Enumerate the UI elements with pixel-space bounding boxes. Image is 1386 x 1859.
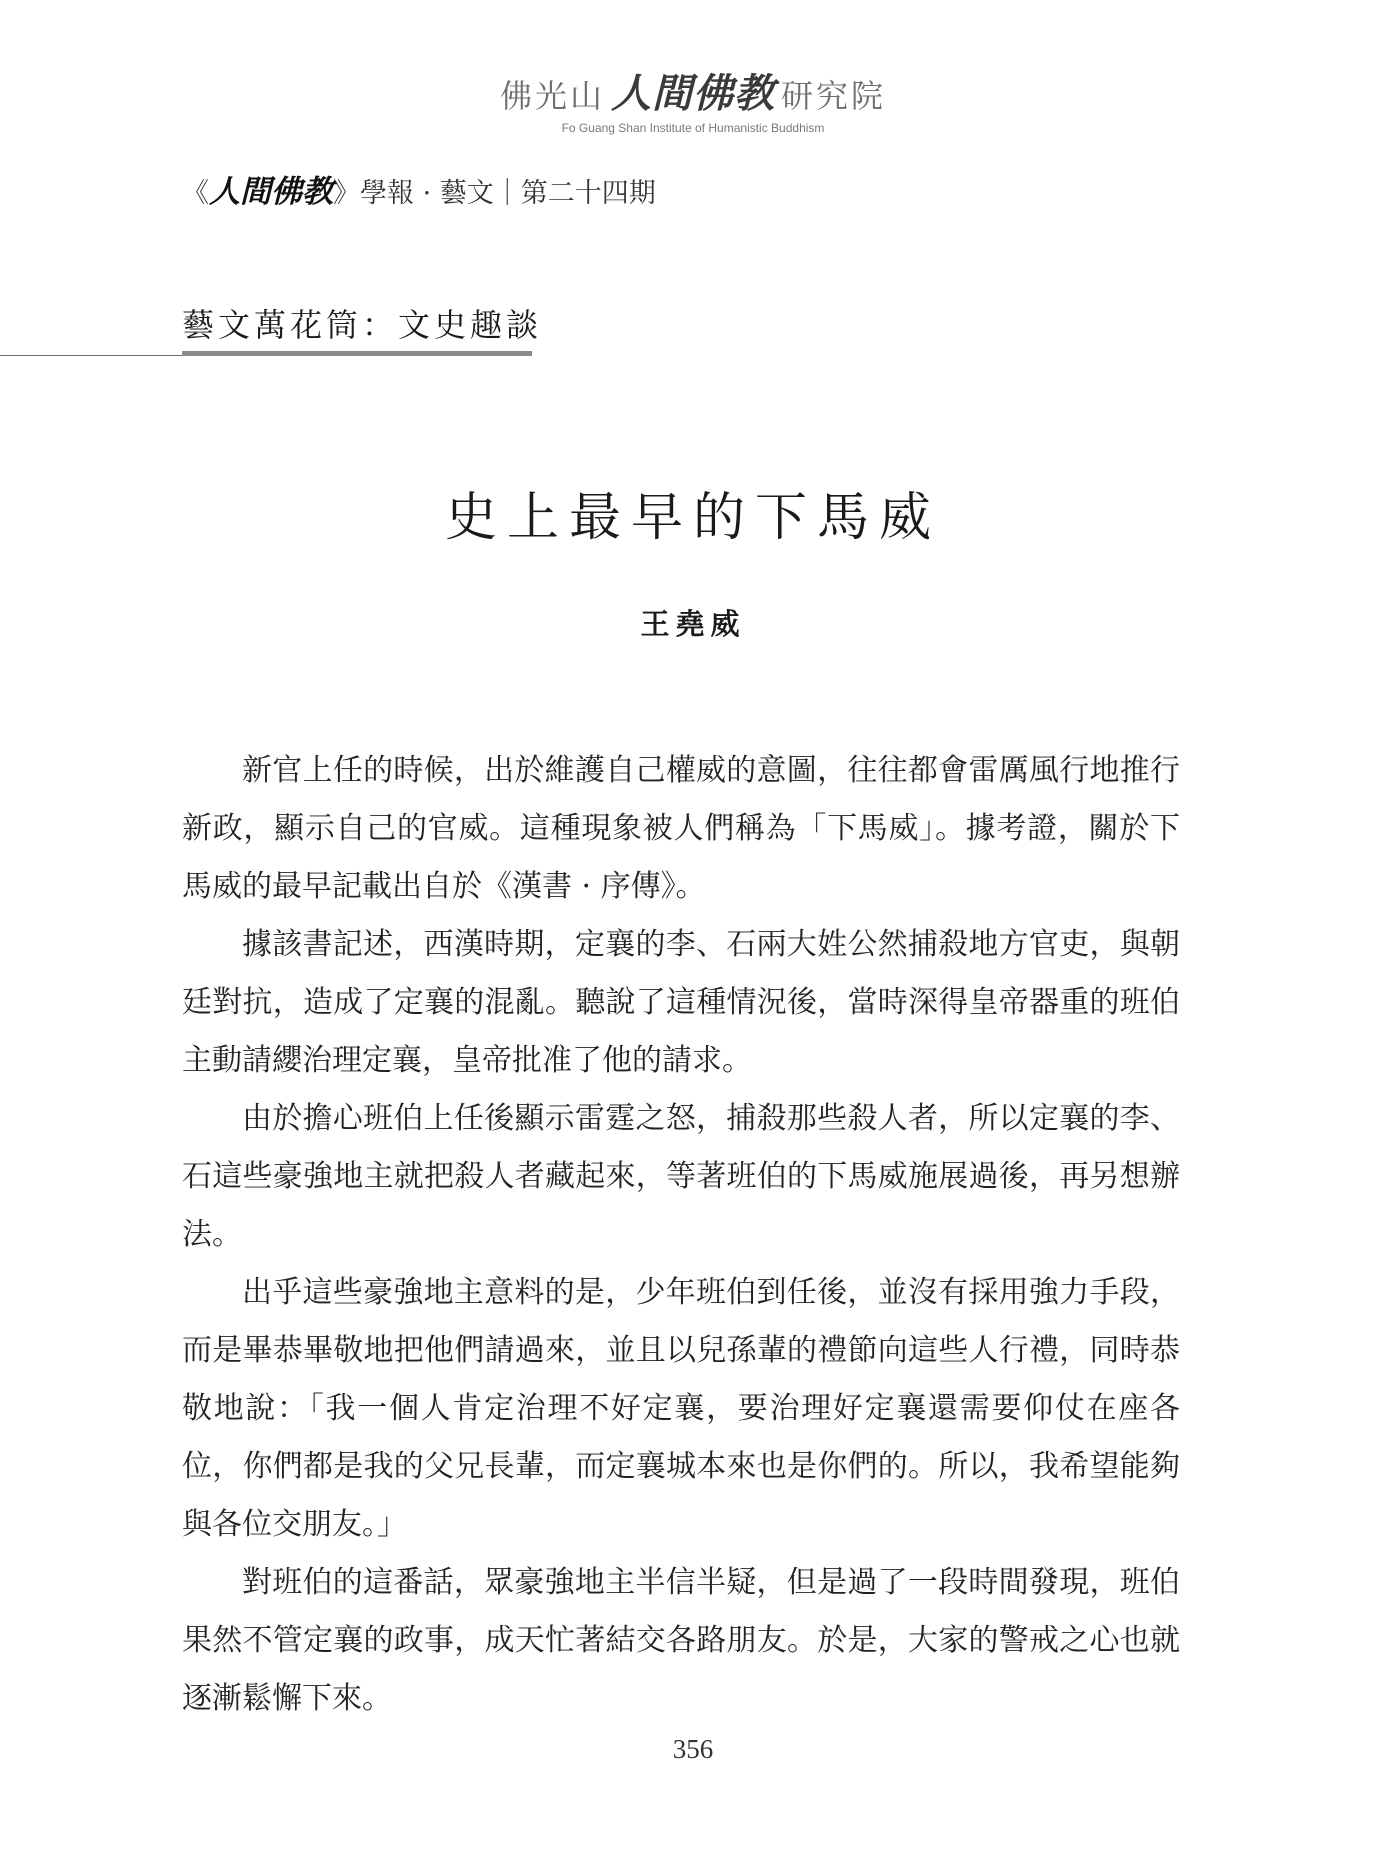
article-body — [182, 742, 1180, 1728]
section-underline — [182, 351, 532, 356]
paragraph: 對班伯的這番話，眾豪強地主半信半疑，但是過了一段時間發現，班伯果然不管定襄的政事，成天忙著結交各路朋友。於是，大家的警戒之心也就逐漸鬆懈下來。 — [182, 1565, 1180, 1716]
institute-header — [0, 62, 1386, 135]
journal-issue: 學報 · 藝文｜第二十四期 — [360, 178, 656, 209]
article-author: 王堯威 — [640, 607, 746, 641]
paragraph: 新官上任的時候，出於維護自己權威的意圖，往往都會雷厲風行地推行新政，顯示自己的官威。這種現象被人們稱為「下馬威」。據考證，關於下馬威的最早記載出自於《漢書 · 序傳》。 — [182, 753, 1180, 904]
article-title: 史上最早的下馬威 — [444, 488, 941, 548]
journal-close-bracket: 》 — [333, 178, 360, 209]
institute-logo — [500, 62, 886, 119]
institute-prefix: 佛光山 — [499, 77, 605, 115]
paragraph: 據該書記述，西漢時期，定襄的李、石兩大姓公然捕殺地方官吏，與朝廷對抗，造成了定襄的混亂。聽說了這種情況後，當時深得皇帝器重的班伯主動請纓治理定襄，皇帝批准了他的請求。 — [182, 927, 1180, 1078]
journal-open-bracket: 《 — [182, 178, 209, 209]
institute-english-name: Fo Guang Shan Institute of Humanistic Buddhism — [561, 121, 825, 135]
institute-suffix: 研究院 — [781, 77, 887, 115]
journal-brand: 人間佛教 — [209, 174, 333, 210]
page-number: 356 — [672, 1734, 714, 1764]
paragraph: 出乎這些豪強地主意料的是，少年班伯到任後，並沒有採用強力手段，而是畢恭畢敬地把他們請過來，並且以兒孫輩的禮節向這些人行禮，同時恭敬地說：「我一個人肯定治理不好定襄，要治理好定襄還需要仰仗在座各位，你們都是我的父兄長輩，而定襄城本來也是你們的。所以，我希望能夠與各位交朋友。」 — [182, 1275, 1180, 1542]
paragraph: 由於擔心班伯上任後顯示雷霆之怒，捕殺那些殺人者，所以定襄的李、石這些豪強地主就把殺人者藏起來，等著班伯的下馬威施展過後，再另想辦法。 — [182, 1101, 1180, 1252]
section-title: 藝文萬花筒：文史趣談 — [182, 306, 543, 344]
journal-line — [182, 166, 656, 211]
institute-brand: 人間佛教 — [611, 70, 775, 117]
